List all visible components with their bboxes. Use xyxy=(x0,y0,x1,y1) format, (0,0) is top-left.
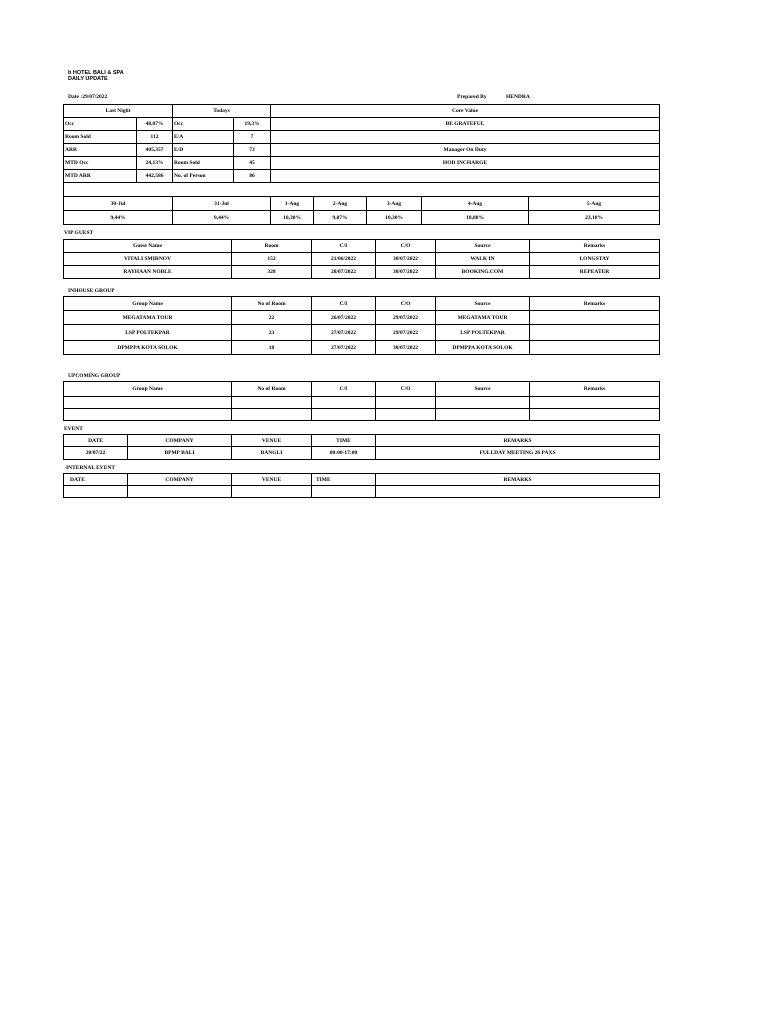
remarks: REPEATER xyxy=(530,266,660,279)
forecast-value: 9,87% xyxy=(314,211,367,225)
blank-cell xyxy=(530,409,660,421)
table-row xyxy=(64,447,660,460)
manager-on-duty: Manager On Duty xyxy=(271,144,660,157)
todays-header: Todays xyxy=(173,105,271,118)
forecast-date: 4-Aug xyxy=(422,197,529,211)
column-header: COMPANY xyxy=(128,435,232,447)
column-header: C/O xyxy=(376,382,436,397)
check-in: 27/07/2022 xyxy=(312,341,376,355)
forecast-date: 5-Aug xyxy=(529,197,660,211)
room-number: 152 xyxy=(232,253,312,266)
forecast-table xyxy=(63,196,660,225)
todays-value: 73 xyxy=(234,144,271,157)
forecast-date: 3-Aug xyxy=(367,197,422,211)
inhouse-group-table xyxy=(63,296,660,355)
blank-cell xyxy=(436,409,530,421)
event-venue: BANGLI xyxy=(232,447,312,460)
last-night-value: 442,586 xyxy=(137,170,173,183)
report-subtitle: DAILY UPDATE xyxy=(68,76,108,82)
column-header: Remarks xyxy=(530,297,660,311)
column-header: Group Name xyxy=(64,297,232,311)
todays-label: E/A xyxy=(173,131,234,144)
column-header: Room xyxy=(232,240,312,253)
event-remarks: FULLDAY MEETING 26 PAXS xyxy=(376,447,660,460)
stats-row xyxy=(64,170,660,183)
event-table xyxy=(63,434,660,460)
column-header: COMPANY xyxy=(128,474,232,486)
report-date: Date :29/07/2022 xyxy=(68,94,108,100)
internal-event-table xyxy=(63,473,660,498)
event-time: 08:00-17:00 xyxy=(312,447,376,460)
internal-event-title: INTERNAL EVENT xyxy=(66,465,116,471)
check-in: 26/07/2022 xyxy=(312,311,376,325)
source: WALK IN xyxy=(436,253,530,266)
blank-cell xyxy=(271,170,660,183)
blank-cell xyxy=(376,486,660,498)
forecast-value-row xyxy=(64,211,660,225)
event-date: 28/07/22 xyxy=(64,447,128,460)
column-header: TIME xyxy=(312,435,376,447)
table-row xyxy=(64,486,660,498)
blank-cell xyxy=(312,486,376,498)
forecast-value: 10,30% xyxy=(271,211,314,225)
table-row xyxy=(64,397,660,409)
todays-label: Room Sold xyxy=(173,157,234,170)
blank-cell xyxy=(376,409,436,421)
guest-name: VITALI SMIRNOV xyxy=(64,253,232,266)
stats-row xyxy=(64,118,660,131)
table-row xyxy=(64,325,660,341)
last-night-value: 112 xyxy=(137,131,173,144)
forecast-date: 1-Aug xyxy=(271,197,314,211)
column-header: Source xyxy=(436,240,530,253)
last-night-value: 48,07% xyxy=(137,118,173,131)
core-value-text: BE GRATEFUL xyxy=(271,118,660,131)
column-header: DATE xyxy=(64,435,128,447)
stats-row xyxy=(64,131,660,144)
last-night-label: ARR xyxy=(64,144,137,157)
todays-label: No. of Person xyxy=(173,170,234,183)
source: MEGATAMA TOUR xyxy=(436,311,530,325)
remarks xyxy=(530,341,660,355)
forecast-value: 9,44% xyxy=(173,211,271,225)
blank-cell xyxy=(271,131,660,144)
core-value-header: Core Value xyxy=(271,105,660,118)
blank-cell xyxy=(64,397,232,409)
internal-header-row xyxy=(64,474,660,486)
blank-cell xyxy=(232,409,312,421)
column-header: C/O xyxy=(376,240,436,253)
vip-guest-table xyxy=(63,239,660,279)
vip-guest-title: VIP GUEST xyxy=(64,230,94,236)
prepared-by-name: HENDRA xyxy=(506,94,530,100)
column-header: Source xyxy=(436,297,530,311)
check-out: 30/07/2022 xyxy=(376,253,436,266)
table-row xyxy=(64,253,660,266)
forecast-value: 18,88% xyxy=(422,211,529,225)
upcoming-group-table xyxy=(63,381,660,421)
forecast-date: 30-Jul xyxy=(64,197,173,211)
room-count: 22 xyxy=(232,311,312,325)
inhouse-header-row xyxy=(64,297,660,311)
column-header: TIME xyxy=(312,474,376,486)
column-header: C/I xyxy=(312,240,376,253)
room-number: 328 xyxy=(232,266,312,279)
stats-row xyxy=(64,144,660,157)
guest-name: RAYHAAN NOBLE xyxy=(64,266,232,279)
event-header-row xyxy=(64,435,660,447)
remarks xyxy=(530,311,660,325)
event-company: BPMP BALI xyxy=(128,447,232,460)
blank-cell xyxy=(64,183,660,197)
check-in: 27/07/2022 xyxy=(312,325,376,341)
check-out: 29/07/2022 xyxy=(376,311,436,325)
column-header: C/I xyxy=(312,382,376,397)
todays-value: 7 xyxy=(234,131,271,144)
column-header: C/I xyxy=(312,297,376,311)
room-count: 23 xyxy=(232,325,312,341)
stats-header-row xyxy=(64,105,660,118)
column-header: C/O xyxy=(376,297,436,311)
source: DPMPPA KOTA SOLOK xyxy=(436,341,530,355)
column-header: Group Name xyxy=(64,382,232,397)
blank-cell xyxy=(312,409,376,421)
column-header: Remarks xyxy=(530,382,660,397)
column-header: Source xyxy=(436,382,530,397)
table-row xyxy=(64,311,660,325)
last-night-header: Last Night xyxy=(64,105,173,118)
source: LSP POLTEKPAR xyxy=(436,325,530,341)
hotel-name: b HOTEL BALI & SPA xyxy=(68,70,124,76)
blank-cell xyxy=(312,397,376,409)
blank-cell xyxy=(530,397,660,409)
last-night-value: 405,357 xyxy=(137,144,173,157)
todays-value: 86 xyxy=(234,170,271,183)
check-out: 30/07/2022 xyxy=(376,266,436,279)
table-row xyxy=(64,409,660,421)
todays-value: 19,3% xyxy=(234,118,271,131)
event-title: EVENT xyxy=(64,426,83,432)
todays-value: 45 xyxy=(234,157,271,170)
column-header: REMARKS xyxy=(376,474,660,486)
blank-cell xyxy=(376,397,436,409)
last-night-label: MTD ARR xyxy=(64,170,137,183)
last-night-label: MTD Occ xyxy=(64,157,137,170)
check-out: 29/07/2022 xyxy=(376,325,436,341)
group-name: LSP POLTEKPAR xyxy=(64,325,232,341)
prepared-by-label: Prepared By xyxy=(457,94,487,100)
forecast-date: 31-Jul xyxy=(173,197,271,211)
blank-cell xyxy=(64,409,232,421)
column-header: VENUE xyxy=(232,474,312,486)
column-header: DATE xyxy=(64,474,128,486)
blank-cell xyxy=(232,486,312,498)
column-header: VENUE xyxy=(232,435,312,447)
upcoming-group-title: UPCOMING GROUP xyxy=(68,373,121,379)
group-name: DPMPPA KOTA SOLOK xyxy=(64,341,232,355)
table-row xyxy=(64,341,660,355)
check-in: 28/07/2022 xyxy=(312,266,376,279)
check-in: 21/06/2022 xyxy=(312,253,376,266)
source: BOOKING.COM xyxy=(436,266,530,279)
blank-cell xyxy=(128,486,232,498)
column-header: Guest Name xyxy=(64,240,232,253)
column-header: No of Room xyxy=(232,382,312,397)
column-header: No of Room xyxy=(232,297,312,311)
remarks: LONGSTAY xyxy=(530,253,660,266)
remarks xyxy=(530,325,660,341)
blank-cell xyxy=(436,397,530,409)
inhouse-group-title: INHOUSE GROUP xyxy=(68,288,115,294)
last-night-label: Occ xyxy=(64,118,137,131)
stats-spacer-row xyxy=(64,183,660,197)
forecast-date-row xyxy=(64,197,660,211)
room-count: 18 xyxy=(232,341,312,355)
stats-row xyxy=(64,157,660,170)
forecast-value: 23,18% xyxy=(529,211,660,225)
stats-table xyxy=(63,104,660,197)
blank-cell xyxy=(232,397,312,409)
upcoming-header-row xyxy=(64,382,660,397)
column-header: Remarks xyxy=(530,240,660,253)
forecast-value: 10,30% xyxy=(367,211,422,225)
table-row xyxy=(64,266,660,279)
forecast-value: 9,44% xyxy=(64,211,173,225)
group-name: MEGATAMA TOUR xyxy=(64,311,232,325)
todays-label: E/D xyxy=(173,144,234,157)
forecast-date: 2-Aug xyxy=(314,197,367,211)
last-night-label: Room Sold xyxy=(64,131,137,144)
hod-incharge: HOD INCHARGE xyxy=(271,157,660,170)
check-out: 30/07/2022 xyxy=(376,341,436,355)
last-night-value: 24,13% xyxy=(137,157,173,170)
vip-header-row xyxy=(64,240,660,253)
blank-cell xyxy=(64,486,128,498)
todays-label: Occ xyxy=(173,118,234,131)
column-header: REMARKS xyxy=(376,435,660,447)
